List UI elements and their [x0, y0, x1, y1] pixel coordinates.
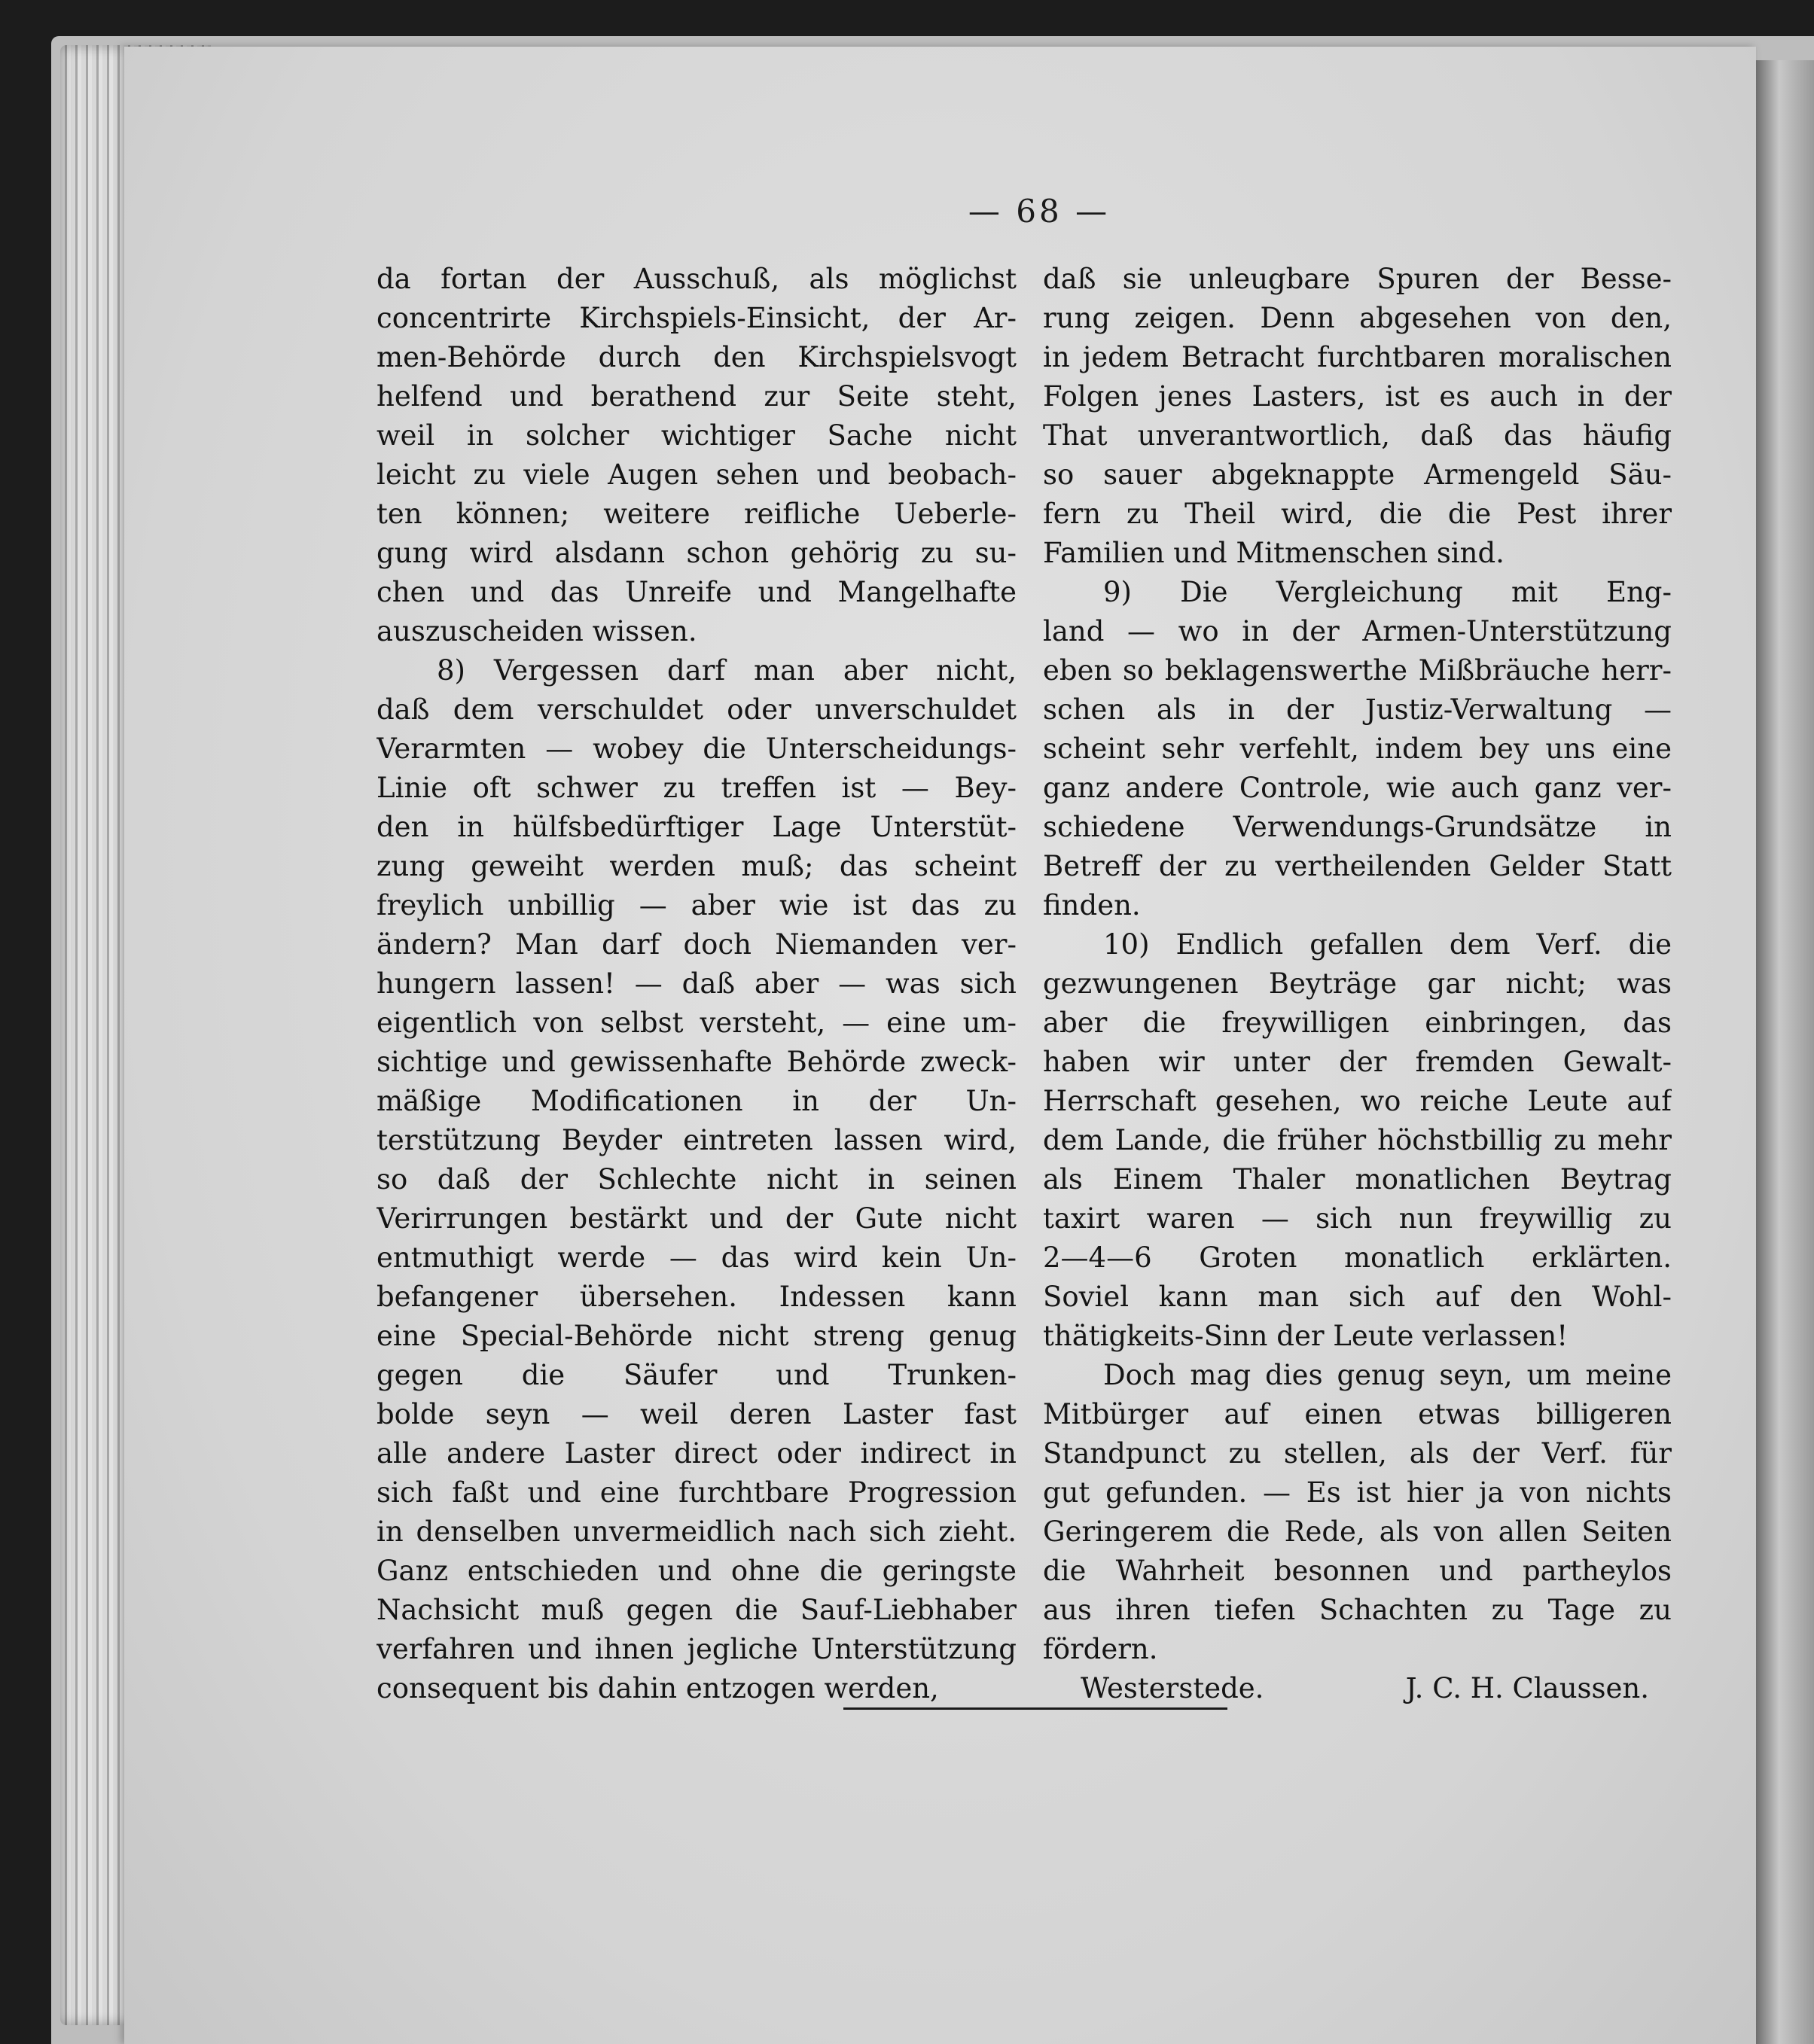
left-text-column [377, 260, 1017, 1708]
text-line: gezwungenen Beyträge gar nicht; was [1043, 967, 1672, 1000]
text-line: Standpunct zu stellen, als der Verf. für [1043, 1437, 1672, 1470]
text-line: Doch mag dies genug seyn, um meine [1103, 1359, 1672, 1391]
text-line: entmuthigt werde — das wird kein Un- [377, 1241, 1017, 1274]
text-line: men-Behörde durch den Kirchspielsvogt [377, 341, 1017, 373]
text-line: freylich unbillig — aber wie ist das zu [377, 889, 1017, 921]
text-line: eigentlich von selbst versteht, — eine um- [377, 1007, 1017, 1039]
text-line: befangener übersehen. Indessen kann [377, 1281, 1017, 1313]
text-line: zung geweiht werden muß; das scheint [377, 850, 1017, 882]
signature-line [1043, 1669, 1672, 1708]
text-line: 10) Endlich gefallen dem Verf. die [1103, 928, 1672, 961]
text-line: eben so beklagenswerthe Mißbräuche herr- [1043, 654, 1672, 687]
text-line: ändern? Man darf doch Niemanden ver- [377, 928, 1017, 961]
signature-place: Westerstede. [1081, 1672, 1264, 1704]
text-line: Verirrungen bestärkt und der Gute nicht [377, 1202, 1017, 1235]
text-line: Nachsicht muß gegen die Sauf-Liebhaber [377, 1594, 1017, 1626]
text-line: mäßige Modificationen in der Un- [377, 1085, 1017, 1117]
text-line: rung zeigen. Denn abgesehen von den, [1043, 302, 1672, 334]
text-line: land — wo in der Armen-Unterstützung [1043, 615, 1672, 647]
text-line: 8) Vergessen darf man aber nicht, [437, 654, 1017, 687]
signature-author: J. C. H. Claussen. [1405, 1672, 1649, 1704]
text-line: Betreff der zu vertheilenden Gelder Statt [1043, 850, 1672, 882]
text-line: consequent bis dahin entzogen werden, [377, 1672, 939, 1704]
text-line: Linie oft schwer zu treffen ist — Bey- [377, 772, 1017, 804]
text-line: aber die freywilligen einbringen, das [1043, 1007, 1672, 1039]
text-line: helfend und berathend zur Seite steht, [377, 380, 1017, 413]
text-line: daß dem verschuldet oder unverschuldet [377, 693, 1017, 726]
text-line: verfahren und ihnen jegliche Unterstützung [377, 1633, 1017, 1665]
text-line: Folgen jenes Lasters, ist es auch in der [1043, 380, 1672, 413]
page-number: — 68 — [968, 193, 1111, 230]
text-line: aus ihren tiefen Schachten zu Tage zu [1043, 1594, 1672, 1626]
text-line: auszuscheiden wissen. [377, 615, 697, 647]
text-line: eine Special-Behörde nicht streng genug [377, 1320, 1017, 1352]
text-line: fern zu Theil wird, die die Pest ihrer [1043, 498, 1672, 530]
text-line: die Wahrheit besonnen und partheylos [1043, 1555, 1672, 1587]
text-line: thätigkeits-Sinn der Leute verlassen! [1043, 1320, 1569, 1352]
text-line: weil in solcher wichtiger Sache nicht [377, 419, 1017, 452]
text-line: sich faßt und eine furchtbare Progression [377, 1476, 1017, 1509]
text-line: gut gefunden. — Es ist hier ja von nichts [1043, 1476, 1672, 1509]
text-line: terstützung Beyder eintreten lassen wird, [377, 1124, 1017, 1156]
text-line: Mitbürger auf einen etwas billigeren [1043, 1398, 1672, 1430]
text-line: Verarmten — wobey die Unterscheidungs- [377, 733, 1017, 765]
text-line: da fortan der Ausschuß, als möglichst [377, 263, 1017, 295]
text-line: in jedem Betracht furchtbaren moralischen [1043, 341, 1672, 373]
text-line: alle andere Laster direct oder indirect in [377, 1437, 1017, 1470]
text-line: Herrschaft gesehen, wo reiche Leute auf [1043, 1085, 1672, 1117]
text-line: 2—4—6 Groten monatlich erklärten. [1043, 1241, 1672, 1274]
text-line: gung wird alsdann schon gehörig zu su- [377, 537, 1017, 569]
text-line: dem Lande, die früher höchstbillig zu mehr [1043, 1124, 1672, 1156]
text-line: gegen die Säufer und Trunken- [377, 1359, 1017, 1391]
text-line: als Einem Thaler monatlichen Beytrag [1043, 1163, 1672, 1196]
text-line: Familien und Mitmenschen sind. [1043, 537, 1505, 569]
text-line: in denselben unvermeidlich nach sich zieht. [377, 1515, 1017, 1548]
closing-rule [843, 1707, 1227, 1710]
text-line: daß sie unleugbare Spuren der Besse- [1043, 263, 1672, 295]
facing-page-edge [1756, 60, 1814, 2044]
text-line: ganz andere Controle, wie auch ganz ver- [1043, 772, 1672, 804]
right-text-column [1043, 260, 1672, 1708]
text-line: so sauer abgeknappte Armengeld Säu- [1043, 458, 1672, 491]
text-line: so daß der Schlechte nicht in seinen [377, 1163, 1017, 1196]
text-line: taxirt waren — sich nun freywillig zu [1043, 1202, 1672, 1235]
text-line: schen als in der Justiz-Verwaltung — [1043, 693, 1672, 726]
text-line: schiedene Verwendungs-Grundsätze in [1043, 811, 1672, 843]
text-line: leicht zu viele Augen sehen und beobach- [377, 458, 1017, 491]
text-line: fördern. [1043, 1633, 1158, 1665]
text-line: hungern lassen! — daß aber — was sich [377, 967, 1017, 1000]
text-line: scheint sehr verfehlt, indem bey uns eine [1043, 733, 1672, 765]
text-line: sichtige und gewissenhafte Behörde zweck- [377, 1046, 1017, 1078]
text-line: That unverantwortlich, daß das häufig [1043, 419, 1672, 452]
text-line: Geringerem die Rede, als von allen Seiten [1043, 1515, 1672, 1548]
text-line: bolde seyn — weil deren Laster fast [377, 1398, 1017, 1430]
text-line: den in hülfsbedürftiger Lage Unterstüt- [377, 811, 1017, 843]
text-line: chen und das Unreife und Mangelhafte [377, 576, 1017, 608]
text-line: ten können; weitere reifliche Ueberle- [377, 498, 1017, 530]
text-line: 9) Die Vergleichung mit Eng- [1103, 576, 1672, 608]
text-line: finden. [1043, 889, 1141, 921]
text-line: haben wir unter der fremden Gewalt- [1043, 1046, 1672, 1078]
text-line: concentrirte Kirchspiels-Einsicht, der Ar- [377, 302, 1017, 334]
text-line: Ganz entschieden und ohne die geringste [377, 1555, 1017, 1587]
text-line: Soviel kann man sich auf den Wohl- [1043, 1281, 1672, 1313]
